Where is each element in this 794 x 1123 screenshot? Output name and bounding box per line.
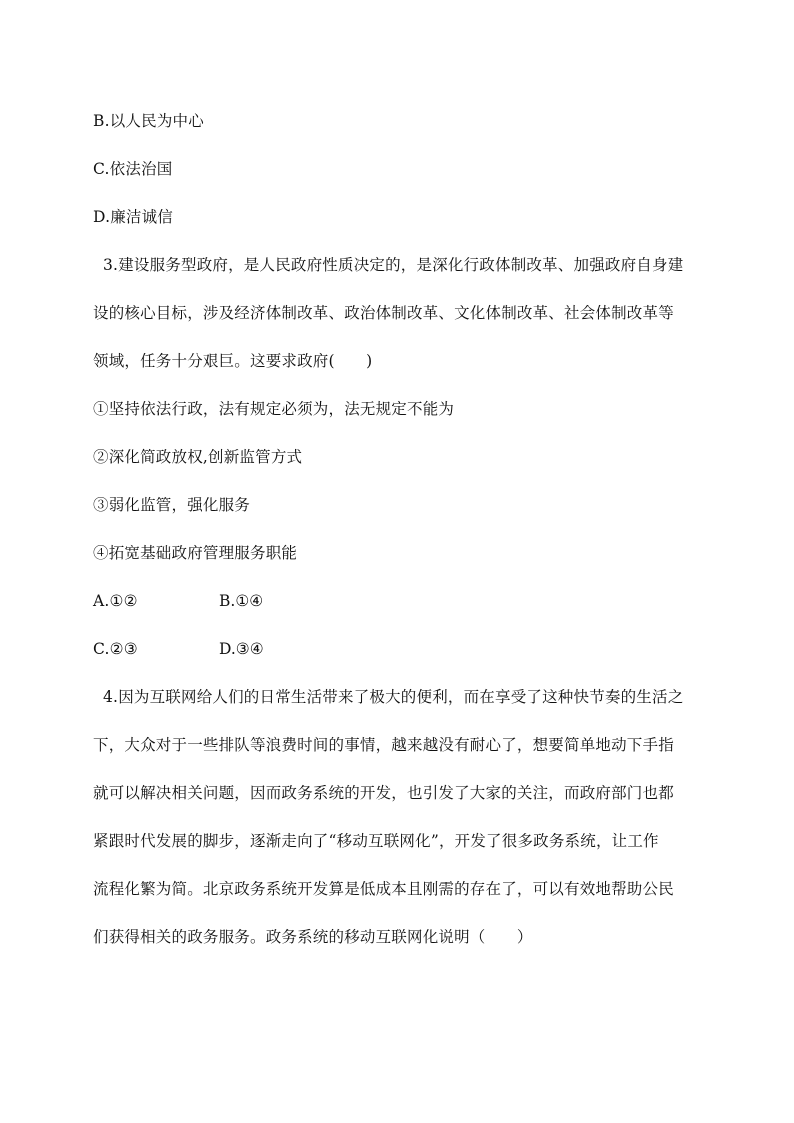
q2-option-d: D.廉洁诚信 [93,208,174,226]
q2-option-c: C.依法治国 [93,160,173,178]
q3-stem-line-3: 领域，任务十分艰巨。这要求政府( ) [93,352,373,370]
q3-option-a: A.①② [93,592,138,610]
q4-stem-line-6: 们获得相关的政务服务。政务系统的移动互联网化说明（ ） [93,928,533,946]
q3-statement-1: ①坚持依法行政，法有规定必须为，法无规定不能为 [93,400,455,418]
q4-stem-line-4: 紧跟时代发展的脚步，逐渐走向了“移动互联网化”，开发了很多政务系统，让工作 [93,832,659,850]
q3-statement-4: ④拓宽基础政府管理服务职能 [93,544,298,562]
q4-stem-line-5: 流程化繁为简。北京政务系统开发算是低成本且刚需的存在了，可以有效地帮助公民 [93,880,674,898]
q3-stem-line-1: 3.建设服务型政府，是人民政府性质决定的，是深化行政体制改革、加强政府自身建 [103,256,684,274]
q3-stem-line-2: 设的核心目标，涉及经济体制改革、政治体制改革、文化体制改革、社会体制改革等 [93,304,674,322]
q3-option-c: C.②③ [93,640,138,658]
q3-statement-3: ③弱化监管，强化服务 [93,496,251,514]
q4-stem-line-3: 就可以解决相关问题，因而政务系统的开发，也引发了大家的关注，而政府部门也都 [93,784,674,802]
q4-stem-line-2: 下，大众对于一些排队等浪费时间的事情，越来越没有耐心了，想要简单地动下手指 [93,736,674,754]
q3-option-d: D.③④ [219,640,264,658]
q4-stem-line-1: 4.因为互联网给人们的日常生活带来了极大的便利，而在享受了这种快节奏的生活之 [103,688,684,706]
q2-option-b: B.以人民为中心 [93,112,204,130]
q3-statement-2: ②深化简政放权,创新监管方式 [93,448,303,466]
q3-option-b: B.①④ [219,592,264,610]
